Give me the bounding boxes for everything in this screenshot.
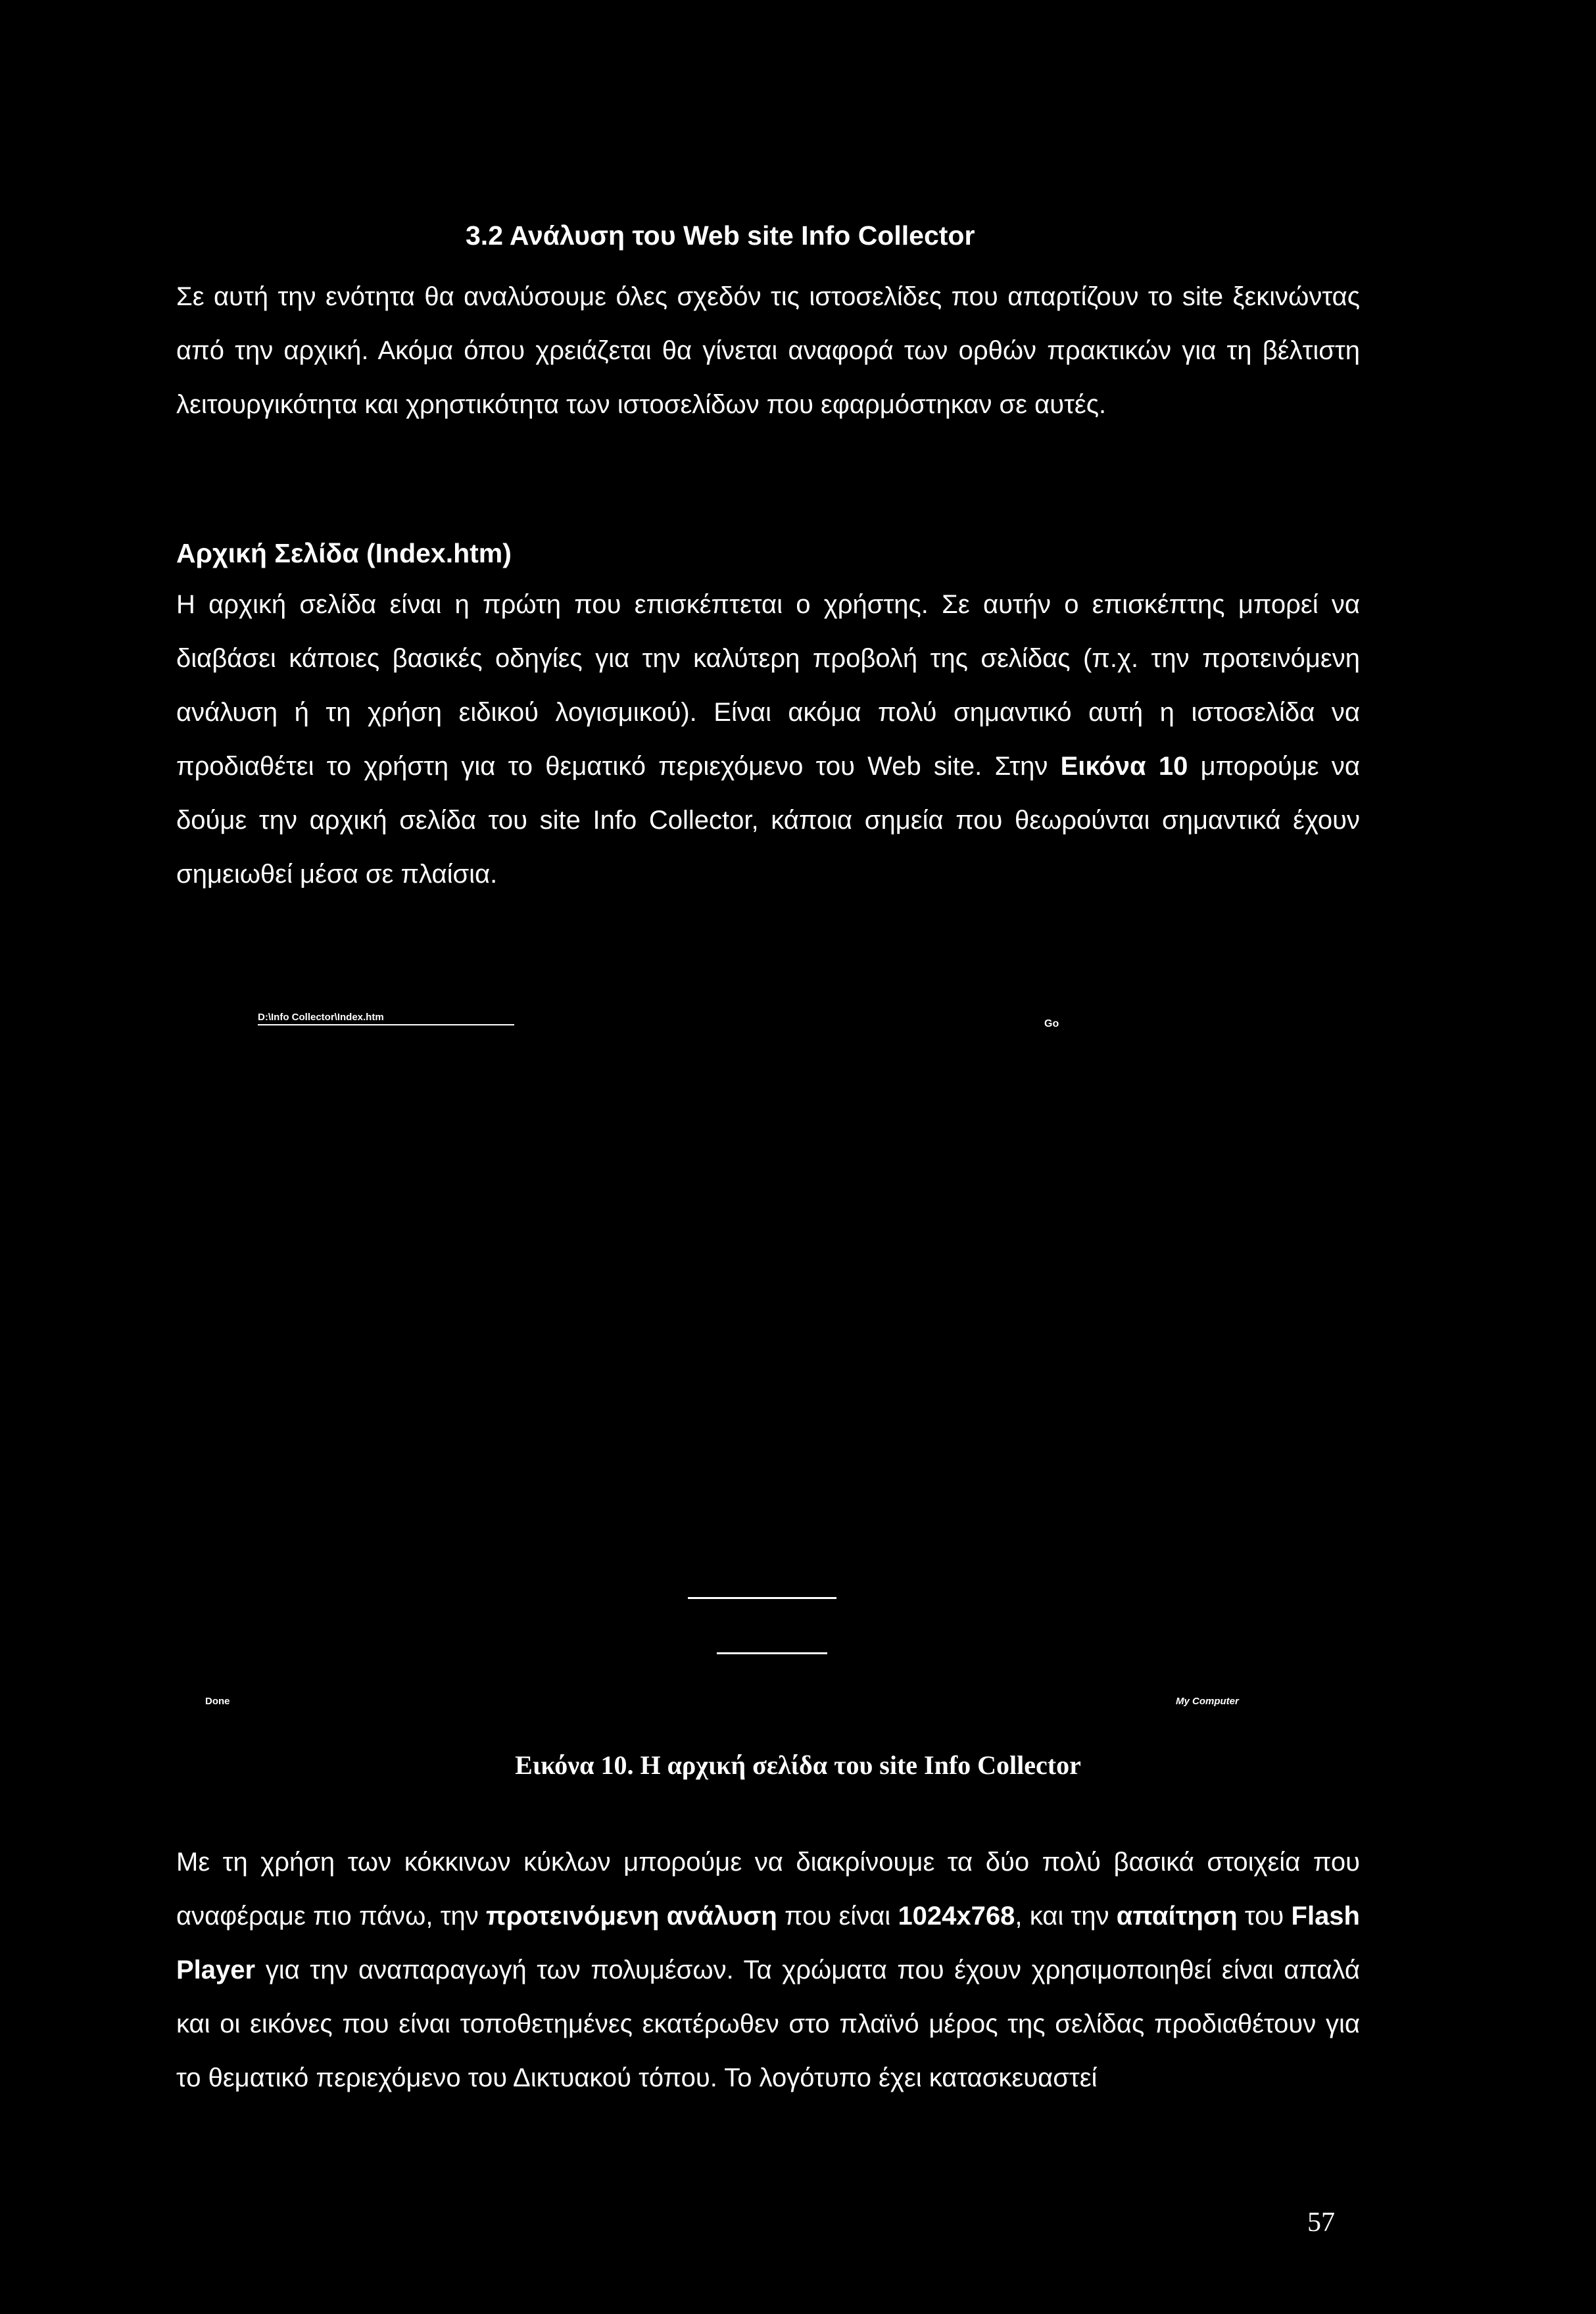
divider-line xyxy=(688,1597,836,1599)
status-text: Done xyxy=(205,1696,230,1707)
home-paragraph-end: μπορούμε να δούμε την αρχική σελίδα του site Info Collector, κάποια σημεία που θεωρούνται σημαντικά έχουν σημειωθεί μέσα σε πλαίσια. xyxy=(176,752,1360,889)
bold-term: απαίτηση xyxy=(1116,1902,1238,1931)
text-segment: που είναι xyxy=(777,1902,898,1931)
home-paragraph xyxy=(176,578,1360,901)
go-button: Go xyxy=(1044,1018,1059,1029)
bold-term: Flash Player xyxy=(176,1902,1360,1984)
text-segment: , και την xyxy=(1015,1902,1117,1931)
subsection-title: Αρχική Σελίδα (Index.htm) xyxy=(176,538,512,568)
bold-term: 1024x768 xyxy=(898,1902,1015,1931)
section-title: 3.2 Ανάλυση του Web site Info Collector xyxy=(466,220,975,251)
figure-caption: Εικόνα 10. Η αρχική σελίδα του site Info Collector xyxy=(515,1750,1081,1780)
text-segment: του xyxy=(1237,1902,1292,1931)
body-paragraph xyxy=(176,1835,1360,2105)
status-zone: My Computer xyxy=(1176,1696,1239,1707)
text-segment: Με τη χρήση των κόκκινων κύκλων μπορούμε να διακρίνουμε τα δύο πολύ βασικά στοιχεία που αναφέραμε πιο πάνω, την xyxy=(176,1848,1360,1931)
address-bar: D:\Info Collector\Index.htm xyxy=(258,1012,514,1025)
figure-reference: Εικόνα 10 xyxy=(1060,752,1188,781)
page-number: 57 xyxy=(1307,2207,1335,2238)
divider-line xyxy=(717,1652,827,1654)
home-paragraph-text: Η αρχική σελίδα είναι η πρώτη που επισκέπτεται ο χρήστης. Σε αυτήν ο επισκέπτης μπορεί να διαβάσει κάποιες βασικές οδηγίες για την καλύτερη προβολή της σελίδας (π.χ. την προτεινόμενη ανάλυση ή τη χρήση ειδικού λογισμικού). Είναι ακόμα πολύ σημαντικό αυτή η ιστοσελίδα να προδιαθέτει το χρήστη για το θεματικό περιεχόμενο του Web site. Στην xyxy=(176,590,1360,781)
text-segment: για την αναπαραγωγή των πολυμέσων. Τα χρώματα που έχουν χρησιμοποιηθεί είναι απαλά και οι εικόνες που είναι τοποθετημένες εκατέρωθεν στο πλαϊνό μέρος της σελίδας προδιαθέτουν για το θεματικό περιεχόμενο του Δικτυακού τόπου. Το λογότυπο έχει κατασκευαστεί xyxy=(176,1956,1360,2092)
intro-paragraph: Σε αυτή την ενότητα θα αναλύσουμε όλες σχεδόν τις ιστοσελίδες που απαρτίζουν το site ξεκινώντας από την αρχική. Ακόμα όπου χρειάζεται θα γίνεται αναφορά των ορθών πρακτικών για τη βέλτιστη λειτουργικότητα και χρηστικότητα των ιστοσελίδων που εφαρμόστηκαν σε αυτές. xyxy=(176,282,1360,419)
bold-term: προτεινόμενη ανάλυση xyxy=(486,1902,777,1931)
